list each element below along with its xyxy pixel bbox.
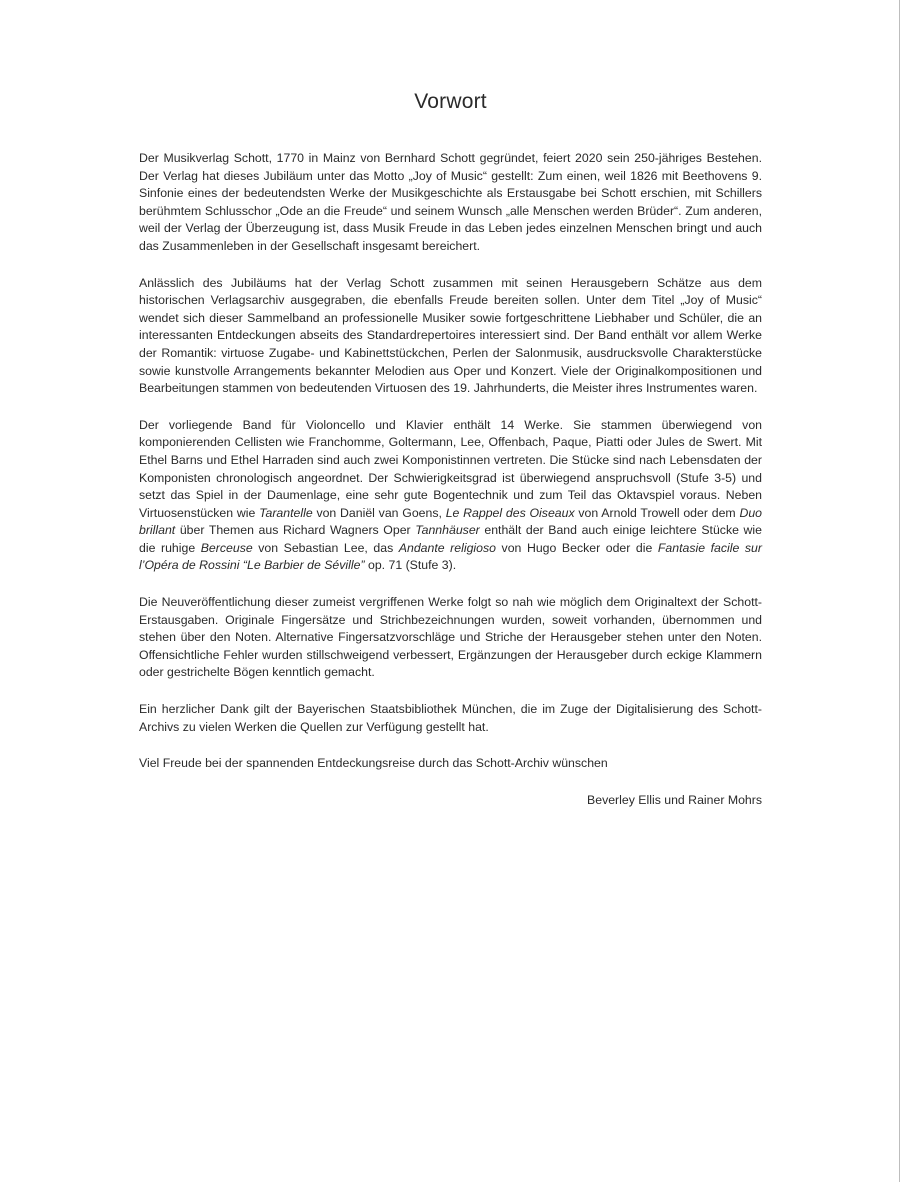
- text-run: von Arnold Trowell oder dem: [574, 505, 740, 520]
- text-run: über Themen aus Richard Wagners Oper: [175, 523, 416, 538]
- text-run: enthält der Band auch einige leichtere Stücke wie die ruhige: [139, 523, 762, 555]
- text-run: von Daniël van Goens,: [312, 505, 446, 520]
- preface-page: [139, 88, 762, 809]
- paragraph-acknowledgement: [139, 701, 762, 736]
- text-run: von Hugo Becker oder die: [495, 540, 658, 555]
- text-run: Der vorliegende Band für Violoncello und Klavier enthält 14 Werke. Sie stammen überwiegend von komponierenden Cellisten wie Franchomme, Goltermann, Lee, Offenbach, Paque, Piatti oder Jules de Swert. Mit Ethel Barns und Ethel Harraden sind auch zwei Komponistinnen vertreten. Die Stücke sind nach Lebensdaten der Komponisten chronologisch angeordnet. Der Schwierigkeitsgrad ist überwiegend anspruchsvoll (Stufe 3-5) und setzt das Spiel in der Daumenlage, eine sehr gute Bogentechnik und zum Teil das Oktavspiel voraus. Neben Virtuosenstücken wie: [139, 417, 762, 520]
- italic-work-title: Tannhäuser: [415, 523, 480, 538]
- italic-work-title: Andante religioso: [398, 540, 496, 555]
- paragraph-edition-notes: [139, 594, 762, 682]
- text-run: Viel Freude bei der spannenden Entdeckungsreise durch das Schott-Archiv wünschen: [139, 756, 608, 771]
- paragraph-archive: [139, 275, 762, 398]
- page-title: Vorwort: [414, 90, 487, 113]
- italic-work-title: Berceuse: [200, 540, 253, 555]
- italic-work-title: Fantasie facile sur l’Opéra de Rossini “Le Barbier de Séville”: [139, 540, 762, 573]
- text-run: op. 71 (Stufe 3).: [364, 558, 457, 573]
- paragraph-closing-wish: [139, 755, 762, 773]
- text-run: Ein herzlicher Dank gilt der Bayerischen Staatsbibliothek München, die im Zuge der Digitalisierung des Schott-Archivs zu vielen Werken die Quellen zur Verfügung gestellt hat.: [139, 702, 762, 734]
- italic-work-title: Le Rappel des Oiseaux: [445, 505, 575, 520]
- text-run: Die Neuveröffentlichung dieser zumeist vergriffenen Werke folgt so nah wie möglich dem Originaltext der Schott-Erstausgaben. Originale Fingersätze und Strichbezeichnungen wurden, soweit vorhanden, übernommen und stehen über den Noten. Alternative Fingersatzvorschläge und Striche der Herausgeber stehen unter den Noten. Offensichtliche Fehler wurden stillschweigend verbessert, Ergänzungen der Herausgeber durch eckige Klammern oder gestrichelte Bögen kenntlich gemacht.: [139, 595, 762, 680]
- paragraph-anniversary: [139, 150, 762, 256]
- italic-work-title: Tarantelle: [259, 505, 313, 520]
- text-run: von Sebastian Lee, das: [252, 540, 399, 555]
- text-run: Anlässlich des Jubiläums hat der Verlag Schott zusammen mit seinen Herausgebern Schätze aus dem historischen Verlagsarchiv ausgegraben, die ebenfalls Freude bereiten sollen. Unter dem Titel „Joy of Music“ wendet sich dieser Sammelband an professionelle Musiker sowie fortgeschrittene Liebhaber und Schüler, die an interessanten Entdeckungen abseits des Standardrepertoires interessiert sind. Der Band enthält vor allem Werke der Romantik: virtuose Zugabe- und Kabinettstückchen, Perlen der Salonmusik, ausdrucksvolle Charakterstücke sowie kunstvolle Arrangements bekannter Melodien aus Oper und Konzert. Viele der Originalkompositionen und Bearbeitungen stammen von bedeutenden Virtuosen des 19. Jahrhunderts, die Meister ihres Instrumentes waren.: [139, 275, 762, 396]
- signature-editors: Beverley Ellis und Rainer Mohrs: [587, 792, 762, 807]
- italic-work-title: Duo brillant: [139, 505, 762, 538]
- text-run: Der Musikverlag Schott, 1770 in Mainz von Bernhard Schott gegründet, feiert 2020 sein 250-jähriges Bestehen. Der Verlag hat dieses Jubiläum unter das Motto „Joy of Music“ gestellt: Zum einen, weil 1826 mit Beethovens 9. Sinfonie eines der bedeutendsten Werke der Musikgeschichte als Erstausgabe bei Schott erschien, mit Schillers berühmtem Schlusschor „Ode an die Freude“ und seinem Wunsch „alle Menschen werden Brüder“. Zum anderen, weil der Verlag der Überzeugung ist, dass Musik Freude in das Leben jedes einzelnen Menschen bringt und auch das Zusammenleben in der Gesellschaft insgesamt bereichert.: [139, 151, 762, 253]
- paragraph-cello-volume: [139, 417, 762, 575]
